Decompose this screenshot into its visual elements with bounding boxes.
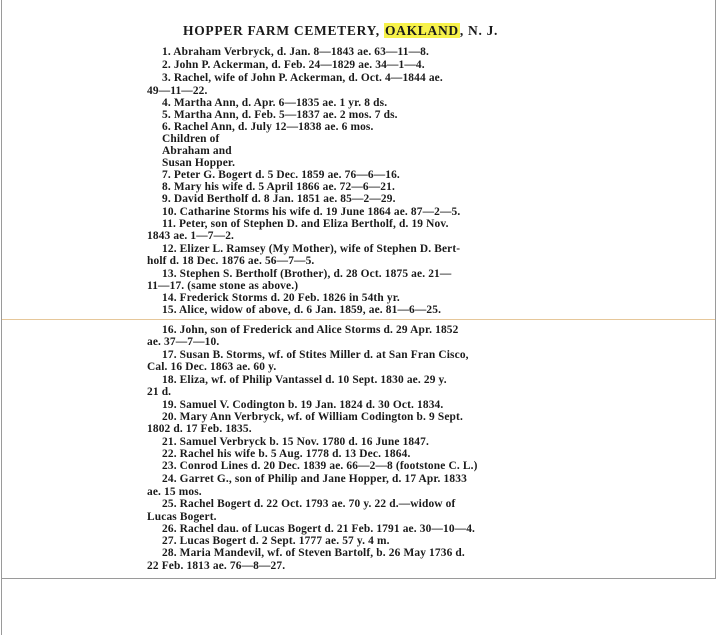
record-line: 5. Martha Ann, d. Feb. 5—1837 ae. 2 mos. 7 ds. [162,109,398,121]
record-line: 1. Abraham Verbryck, d. Jan. 8—1843 ae. 63—11—8. [162,46,429,58]
record-line: 13. Stephen S. Bertholf (Brother), d. 28 Oct. 1875 ae. 21— [162,268,452,280]
record-line: 9. David Bertholf d. 8 Jan. 1851 ae. 85—2—29. [162,193,396,205]
record-line: 28. Maria Mandevil, wf. of Steven Bartolf, b. 26 May 1736 d. [162,547,465,559]
record-line: 20. Mary Ann Verbryck, wf. of William Codington b. 9 Sept. [162,411,463,423]
page-break-divider [2,319,715,320]
record-line: 25. Rachel Bogert d. 22 Oct. 1793 ae. 70 y. 22 d.—widow of [162,498,456,510]
page-border-bottom [1,578,716,579]
record-line: 1802 d. 17 Feb. 1835. [147,423,252,435]
record-line: 10. Catharine Storms his wife d. 19 June 1864 ae. 87—2—5. [162,206,461,218]
record-line: 17. Susan B. Storms, wf. of Stites Miller d. at San Fran Cisco, [162,349,469,361]
record-line: 14. Frederick Storms d. 20 Feb. 1826 in 54th yr. [162,292,400,304]
record-line: holf d. 18 Dec. 1876 ae. 56—7—5. [147,255,315,267]
record-line: 18. Eliza, wf. of Philip Vantassel d. 10 Sept. 1830 ae. 29 y. [162,374,447,386]
record-line: 22 Feb. 1813 ae. 76—8—27. [147,560,286,572]
page-border-left [1,0,2,635]
record-line: Cal. 16 Dec. 1863 ae. 60 y. [147,361,277,373]
record-line: ae. 37—7—10. [147,336,220,348]
record-line: 15. Alice, widow of above, d. 6 Jan. 1859, ae. 81—6—25. [162,304,442,316]
record-line: 11—17. (same stone as above.) [147,280,299,292]
title-prefix: HOPPER FARM CEMETERY, [183,23,384,38]
record-line: 49—11—22. [147,85,208,97]
record-line: Abraham and [162,145,232,157]
record-line: 8. Mary his wife d. 5 April 1866 ae. 72—6—21. [162,181,395,193]
record-line: 3. Rachel, wife of John P. Ackerman, d. Oct. 4—1844 ae. [162,72,443,84]
record-line: 26. Rachel dau. of Lucas Bogert d. 21 Feb. 1791 ae. 30—10—4. [162,523,476,535]
record-line: 27. Lucas Bogert d. 2 Sept. 1777 ae. 57 y. 4 m. [162,535,390,547]
record-line: Susan Hopper. [162,157,236,169]
record-line: 2. John P. Ackerman, d. Feb. 24—1829 ae. 34—1—4. [162,59,425,71]
record-line: 21. Samuel Verbryck b. 15 Nov. 1780 d. 16 June 1847. [162,436,429,448]
record-line: 1843 ae. 1—7—2. [147,230,235,242]
document-title [183,23,498,39]
record-line: 23. Conrod Lines d. 20 Dec. 1839 ae. 66—2—8 (footstone C. L.) [162,460,478,472]
record-line: ae. 15 mos. [147,486,202,498]
record-line: 4. Martha Ann, d. Apr. 6—1835 ae. 1 yr. 8 ds. [162,97,388,109]
record-line: 16. John, son of Frederick and Alice Storms d. 29 Apr. 1852 [162,324,459,336]
record-line: 22. Rachel his wife b. 5 Aug. 1778 d. 13 Dec. 1864. [162,448,411,460]
record-line: 12. Elizer L. Ramsey (My Mother), wife of Stephen D. Bert- [162,243,461,255]
record-line: Lucas Bogert. [147,511,217,523]
record-line: 6. Rachel Ann, d. July 12—1838 ae. 6 mos. [162,121,374,133]
title-suffix: , N. J. [459,23,499,38]
record-line: 19. Samuel V. Codington b. 19 Jan. 1824 d. 30 Oct. 1834. [162,399,444,411]
page-border-right [715,0,716,578]
record-line: 24. Garret G., son of Philip and Jane Hopper, d. 17 Apr. 1833 [162,473,467,485]
record-line: 21 d. [147,386,172,398]
record-line: 7. Peter G. Bogert d. 5 Dec. 1859 ae. 76—6—16. [162,169,400,181]
title-place-highlight: OAKLAND [384,23,459,38]
record-line: Children of [162,133,220,145]
record-line: 11. Peter, son of Stephen D. and Eliza Bertholf, d. 19 Nov. [162,218,449,230]
